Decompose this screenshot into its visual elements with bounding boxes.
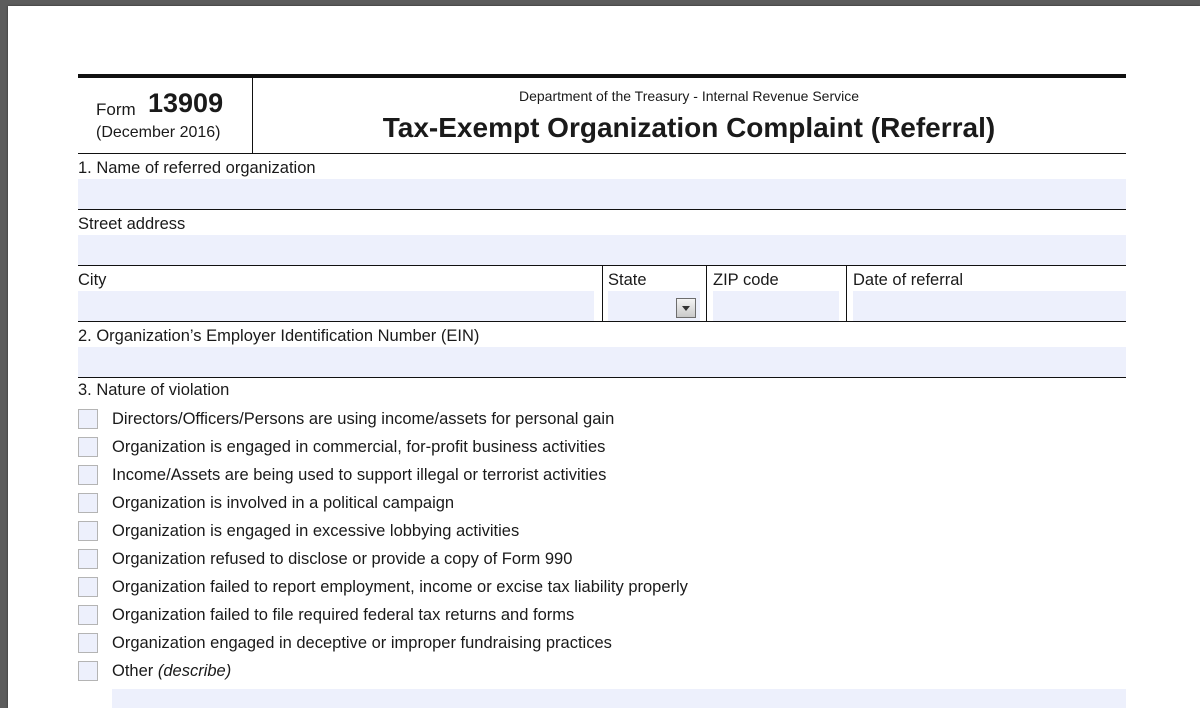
checkbox-excessive-lobbying[interactable]: [78, 521, 98, 541]
zip-code-label: ZIP code: [713, 271, 779, 289]
checkbox-failed-to-file[interactable]: [78, 605, 98, 625]
nature-of-violation-label: 3. Nature of violation: [78, 381, 230, 399]
checkbox-personal-gain[interactable]: [78, 409, 98, 429]
form-revision-date: (December 2016): [96, 124, 221, 141]
state-dropdown-button[interactable]: [676, 298, 696, 318]
checkbox-form-990-refusal[interactable]: [78, 549, 98, 569]
checkbox-label-other: [112, 662, 231, 681]
checkbox-label: Directors/Officers/Persons are using income/assets for personal gain: [112, 410, 615, 428]
checkbox-label: Organization refused to disclose or provide a copy of Form 990: [112, 550, 573, 568]
form-word: Form: [96, 100, 136, 119]
org-name-field[interactable]: [78, 179, 1126, 209]
checkbox-tax-liability[interactable]: [78, 577, 98, 597]
city-label: City: [78, 271, 107, 289]
other-label-text: Other: [112, 662, 154, 680]
org-name-label: 1. Name of referred organization: [78, 159, 316, 177]
column-divider: [846, 266, 847, 322]
street-address-label: Street address: [78, 215, 186, 233]
state-label: State: [608, 271, 647, 289]
ein-label: 2. Organization’s Employer Identification Number (EIN): [78, 327, 480, 345]
checkbox-label: Organization is engaged in commercial, for-profit business activities: [112, 438, 606, 456]
divider: [78, 321, 1126, 322]
state-dropdown[interactable]: [608, 291, 700, 321]
checkbox-label: Organization is engaged in excessive lobbying activities: [112, 522, 520, 540]
divider: [78, 209, 1126, 210]
divider: [78, 377, 1126, 378]
describe-hint: (describe): [157, 662, 232, 680]
checkbox-label: Income/Assets are being used to support illegal or terrorist activities: [112, 466, 607, 484]
checkbox-label: Organization is involved in a political campaign: [112, 494, 455, 512]
street-address-field[interactable]: [78, 235, 1126, 265]
checkbox-other[interactable]: [78, 661, 98, 681]
checkbox-label: Organization failed to report employment, income or excise tax liability properly: [112, 578, 688, 596]
checkbox-illegal-activities[interactable]: [78, 465, 98, 485]
chevron-down-icon: [682, 306, 690, 311]
zip-code-field[interactable]: [713, 291, 839, 321]
form-number: 13909: [148, 88, 224, 118]
checkbox-label: Organization engaged in deceptive or improper fundraising practices: [112, 634, 612, 652]
city-field[interactable]: [78, 291, 594, 321]
column-divider: [706, 266, 707, 322]
document-page: [8, 6, 1200, 708]
department-name: Department of the Treasury - Internal Revenue Service: [518, 88, 860, 104]
date-of-referral-field[interactable]: [853, 291, 1126, 321]
other-description-field[interactable]: [112, 689, 1126, 708]
checkbox-label: Organization failed to file required federal tax returns and forms: [112, 606, 575, 624]
form-title: Tax-Exempt Organization Complaint (Referral): [382, 112, 996, 143]
checkbox-political-campaign[interactable]: [78, 493, 98, 513]
date-of-referral-label: Date of referral: [853, 271, 964, 289]
form-identifier-box: [78, 78, 253, 154]
column-divider: [602, 266, 603, 322]
checkbox-deceptive-fundraising[interactable]: [78, 633, 98, 653]
checkbox-commercial-activities[interactable]: [78, 437, 98, 457]
header-bottom-rule: [78, 153, 1126, 154]
ein-field[interactable]: [78, 347, 1126, 377]
